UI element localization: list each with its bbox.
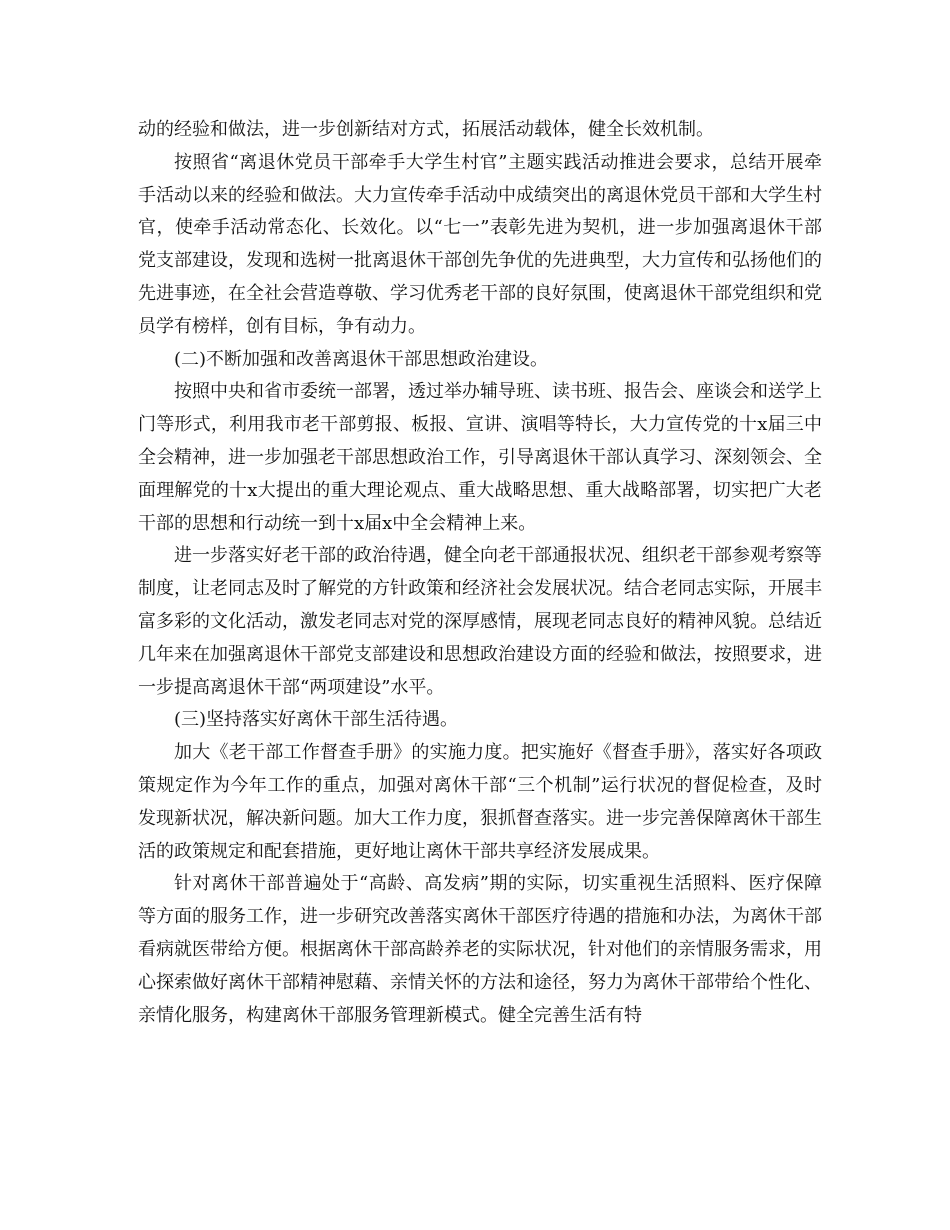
paragraph-continuation: 动的经验和做法，进一步创新结对方式，拓展活动载体，健全长效机制。 <box>138 119 714 140</box>
paragraph-body: 按照中央和省市委统一部署，透过举办辅导班、读书班、报告会、座谈会和送学上门等形式，利用我市老干部剪报、板报、宣讲、演唱等特长，大力宣传党的十x届三中全会精神，进一步加强老干部思想政治工作，引导离退休干部认真学习、深刻领会、全面理解党的十x大提出的重大理论观点、重大战略思想、重大战略部署，切实把广大老干部的思想和行动统一到十x届x中全会精神上来。 <box>138 381 822 534</box>
section-heading: (三)坚持落实好离休干部生活待遇。 <box>174 709 459 731</box>
document-body <box>138 114 822 1032</box>
paragraph-body: 进一步落实好老干部的政治待遇，健全向老干部通报状况、组织老干部参观考察等制度，让老同志及时了解党的方针政策和经济社会发展状况。结合老同志实际，开展丰富多彩的文化活动，激发老同志对党的深厚感情，展现老同志良好的精神风貌。总结近几年来在加强离退休干部党支部建设和思想政治建设方面的经验和做法，按照要求，进一步提高离退休干部“两项建设”水平。 <box>138 545 822 698</box>
section-heading: (二)不断加强和改善离退休干部思想政治建设。 <box>174 348 549 370</box>
paragraph-body: 加大《老干部工作督查手册》的实施力度。把实施好《督查手册》，落实好各项政策规定作为今年工作的重点，加强对离休干部“三个机制”运行状况的督促检查，及时发现新状况，解决新问题。加大工作力度，狠抓督查落实。进一步完善保障离休干部生活的政策规定和配套措施，更好地让离休干部共享经济发展成果。 <box>138 742 822 862</box>
paragraph-body: 按照省“离退休党员干部牵手大学生村官”主题实践活动推进会要求，总结开展牵手活动以来的经验和做法。大力宣传牵手活动中成绩突出的离退休党员干部和大学生村官，使牵手活动常态化、长效化。以“七一”表彰先进为契机，进一步加强离退休干部党支部建设，发现和选树一批离退休干部创先争优的先进典型，大力宣传和弘扬他们的先进事迹，在全社会营造尊敬、学习优秀老干部的良好氛围，使离退休干部党组织和党员学有榜样，创有目标，争有动力。 <box>138 151 822 337</box>
paragraph-body: 针对离休干部普遍处于“高龄、高发病”期的实际，切实重视生活照料、医疗保障等方面的服务工作，进一步研究改善落实离休干部医疗待遇的措施和办法，为离休干部看病就医带给方便。根据离休干部高龄养老的实际状况，针对他们的亲情服务需求，用心探索做好离休干部精神慰藉、亲情关怀的方法和途径，努力为离休干部带给个性化、亲情化服务，构建离休干部服务管理新模式。健全完善生活有特 <box>138 873 822 1026</box>
